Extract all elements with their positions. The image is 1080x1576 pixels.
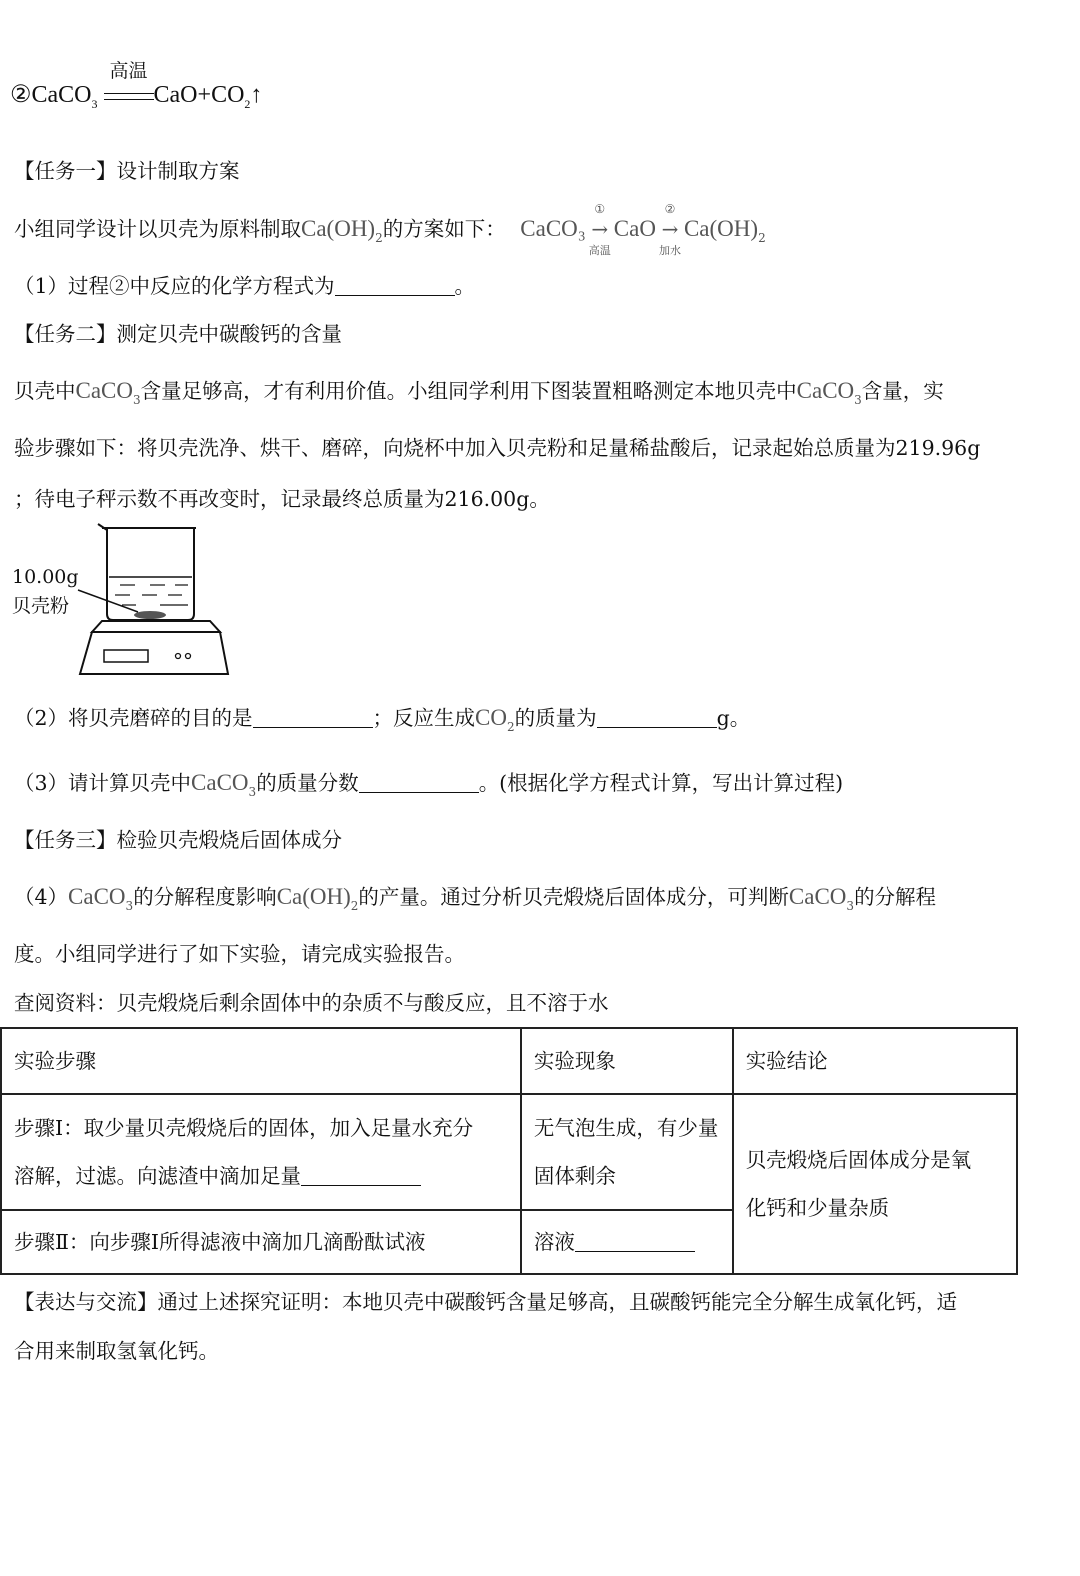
answer-blank-1[interactable]	[335, 273, 455, 296]
question-2: （2）将贝壳磨碎的目的是 ；反应生成$CO_2$的质量为 g。	[14, 705, 751, 734]
header-phenomena: 实验现象	[521, 1028, 733, 1094]
answer-blank-4a[interactable]	[301, 1163, 421, 1186]
table-row	[1, 1094, 1017, 1210]
reference-note: 查阅资料：贝壳煅烧后剩余固体中的杂质不与酸反应，且不溶于水	[14, 991, 609, 1015]
eq-product2: CO	[211, 82, 245, 108]
arrow-2: → ② 加水	[658, 202, 681, 257]
beaker-scale-figure	[10, 522, 235, 682]
task2-paragraph-2: 验步骤如下：将贝壳洗净、烘干、磨碎，向烧杯中加入贝壳粉和足量稀盐酸后，记录起始总质量为219.96g	[14, 436, 981, 460]
summary-line-2: 合用来制取氢氧化钙。	[14, 1339, 219, 1363]
question-3: （3）请计算贝壳中CaCO$_3$的质量分数 。(根据化学方程式计算，写出计算过程)	[14, 770, 844, 799]
phenomenon-2-cell: 溶液	[521, 1210, 733, 1274]
header-steps: 实验步骤	[1, 1028, 521, 1094]
arrow-1: → ① 高温	[588, 202, 611, 257]
task1-scheme: 小组同学设计以贝壳为原料制取$Ca(OH)_2$的方案如下： CaCO₃ → ① 高温 CaO → ② 加水 $Ca(OH)_2$	[14, 202, 766, 257]
figure-label-mass: 10.00g	[12, 566, 79, 588]
answer-blank-2a[interactable]	[253, 705, 373, 728]
eq-product1: CaO	[153, 82, 198, 108]
task1-title: 【任务一】设计制取方案	[14, 159, 240, 183]
eq-condition: 高温	[104, 83, 154, 100]
table-header-row	[1, 1028, 1017, 1094]
step-1-cell: 步骤Ⅰ：取少量贝壳煅烧后的固体，加入足量水充分 溶解，过滤。向滤渣中滴加足量	[1, 1094, 521, 1210]
experiment-report-table	[0, 1027, 1018, 1275]
question-4-line-1: （4）CaCO$_3$的分解程度影响$Ca(OH)_2$的产量。通过分析贝壳煅烧后固体成分，可判断CaCO$_3$的分解程	[14, 884, 937, 913]
step-2-cell: 步骤Ⅱ：向步骤Ⅰ所得滤液中滴加几滴酚酞试液	[1, 1210, 521, 1274]
task2-paragraph-3: ；待电子秤示数不再改变时，记录最终总质量为216.00g。	[14, 487, 550, 511]
equation-2: ②CaCO$_3$ 高温 $CaO+CO_2↑$	[10, 60, 263, 111]
phenomenon-1-cell: 无气泡生成，有少量 固体剩余	[521, 1094, 733, 1210]
conclusion-cell: 贝壳煅烧后固体成分是氧 化钙和少量杂质	[733, 1094, 1017, 1274]
answer-blank-2b[interactable]	[597, 705, 717, 728]
task2-title: 【任务二】测定贝壳中碳酸钙的含量	[14, 322, 342, 346]
eq-reactant: CaCO	[31, 82, 92, 108]
question-1: （1）过程②中反应的化学方程式为 。	[14, 274, 476, 298]
answer-blank-3[interactable]	[359, 770, 479, 793]
header-conclusion: 实验结论	[733, 1028, 1017, 1094]
answer-blank-4b[interactable]	[575, 1229, 695, 1252]
task2-paragraph-1: 贝壳中CaCO$_3$含量足够高，才有利用价值。小组同学利用下图装置粗略测定本地贝壳中CaCO$_3$含量，实	[14, 378, 944, 407]
summary-line-1: 【表达与交流】通过上述探究证明：本地贝壳中碳酸钙含量足够高，且碳酸钙能完全分解生成氧化钙，适	[14, 1290, 957, 1314]
figure-label-powder: 贝壳粉	[12, 595, 70, 617]
gas-arrow: ↑	[250, 82, 263, 108]
task3-title: 【任务三】检验贝壳煅烧后固体成分	[14, 828, 342, 852]
eq-marker: ②	[10, 82, 32, 108]
question-4-line-2: 度。小组同学进行了如下实验，请完成实验报告。	[14, 942, 465, 966]
